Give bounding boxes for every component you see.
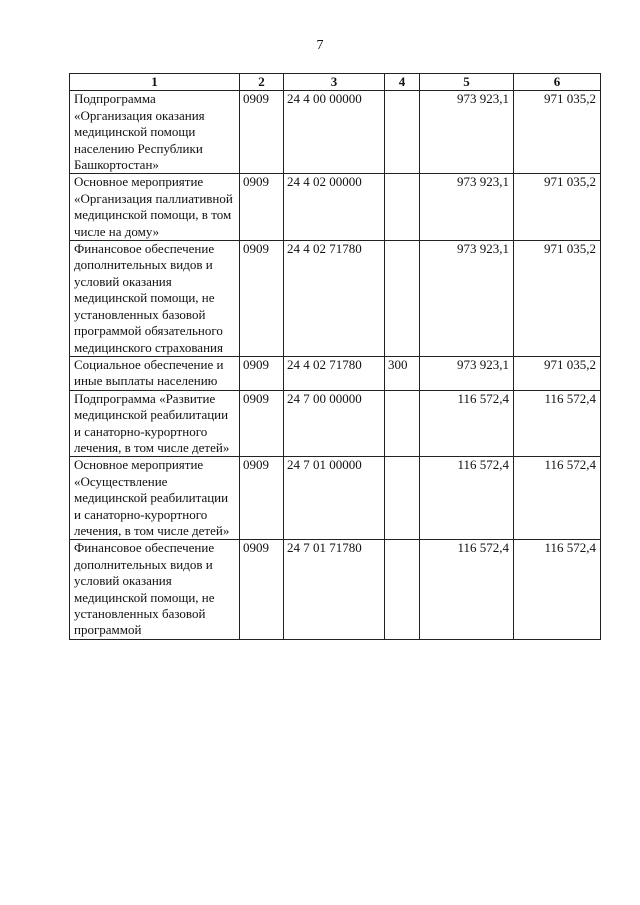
row-section: 0909	[240, 241, 284, 357]
budget-table	[69, 73, 601, 640]
row-sum-a: 116 572,4	[420, 457, 514, 540]
row-sum-b: 116 572,4	[514, 390, 601, 457]
row-section: 0909	[240, 540, 284, 639]
row-section: 0909	[240, 356, 284, 390]
column-header-target: 3	[284, 74, 385, 91]
row-name: Финансовое обеспечение дополнительных видов и условий оказания медицинской помощи, не установленных базовой программой обязательного медицинского страхования	[70, 241, 240, 357]
page-number: 7	[316, 38, 324, 53]
row-type: 300	[385, 356, 420, 390]
row-target: 24 7 00 00000	[284, 390, 385, 457]
row-name: Основное мероприятие «Осуществление медицинской реабилитации и санаторно-курортного лечения, в том числе детей»	[70, 457, 240, 540]
column-header-sum-b: 6	[514, 74, 601, 91]
column-header-sum-a: 5	[420, 74, 514, 91]
row-name: Подпрограмма «Организация оказания медицинской помощи населению Республики Башкортостан»	[70, 91, 240, 174]
column-header-name: 1	[70, 74, 240, 91]
table-row	[70, 540, 601, 639]
row-type	[385, 241, 420, 357]
row-target: 24 4 02 71780	[284, 356, 385, 390]
header-row	[70, 74, 601, 91]
row-type	[385, 390, 420, 457]
row-sum-b: 971 035,2	[514, 241, 601, 357]
row-type	[385, 174, 420, 241]
row-sum-a: 973 923,1	[420, 241, 514, 357]
row-target: 24 7 01 00000	[284, 457, 385, 540]
row-sum-b: 116 572,4	[514, 457, 601, 540]
row-name: Финансовое обеспечение дополнительных видов и условий оказания медицинской помощи, не установленных базовой программой	[70, 540, 240, 639]
row-target: 24 4 00 00000	[284, 91, 385, 174]
row-type	[385, 457, 420, 540]
row-target: 24 4 02 71780	[284, 241, 385, 357]
row-name: Основное мероприятие «Организация паллиативной медицинской помощи, в том числе на дому»	[70, 174, 240, 241]
row-section: 0909	[240, 457, 284, 540]
column-header-section: 2	[240, 74, 284, 91]
column-header-type: 4	[385, 74, 420, 91]
row-name: Социальное обеспечение и иные выплаты населению	[70, 356, 240, 390]
row-target: 24 7 01 71780	[284, 540, 385, 639]
row-sum-a: 116 572,4	[420, 540, 514, 639]
row-section: 0909	[240, 174, 284, 241]
row-type	[385, 91, 420, 174]
row-target: 24 4 02 00000	[284, 174, 385, 241]
table-row	[70, 174, 601, 241]
table-row	[70, 91, 601, 174]
row-sum-a: 973 923,1	[420, 174, 514, 241]
row-sum-b: 971 035,2	[514, 356, 601, 390]
row-sum-b: 971 035,2	[514, 91, 601, 174]
row-sum-a: 116 572,4	[420, 390, 514, 457]
table-header	[70, 74, 601, 91]
row-sum-a: 973 923,1	[420, 356, 514, 390]
table-row	[70, 356, 601, 390]
row-sum-b: 971 035,2	[514, 174, 601, 241]
table-row	[70, 390, 601, 457]
row-name: Подпрограмма «Развитие медицинской реабилитации и санаторно-курортного лечения, в том числе детей»	[70, 390, 240, 457]
row-sum-a: 973 923,1	[420, 91, 514, 174]
table-row	[70, 457, 601, 540]
row-sum-b: 116 572,4	[514, 540, 601, 639]
table-row	[70, 241, 601, 357]
row-section: 0909	[240, 390, 284, 457]
row-section: 0909	[240, 91, 284, 174]
row-type	[385, 540, 420, 639]
table-body	[70, 91, 601, 639]
